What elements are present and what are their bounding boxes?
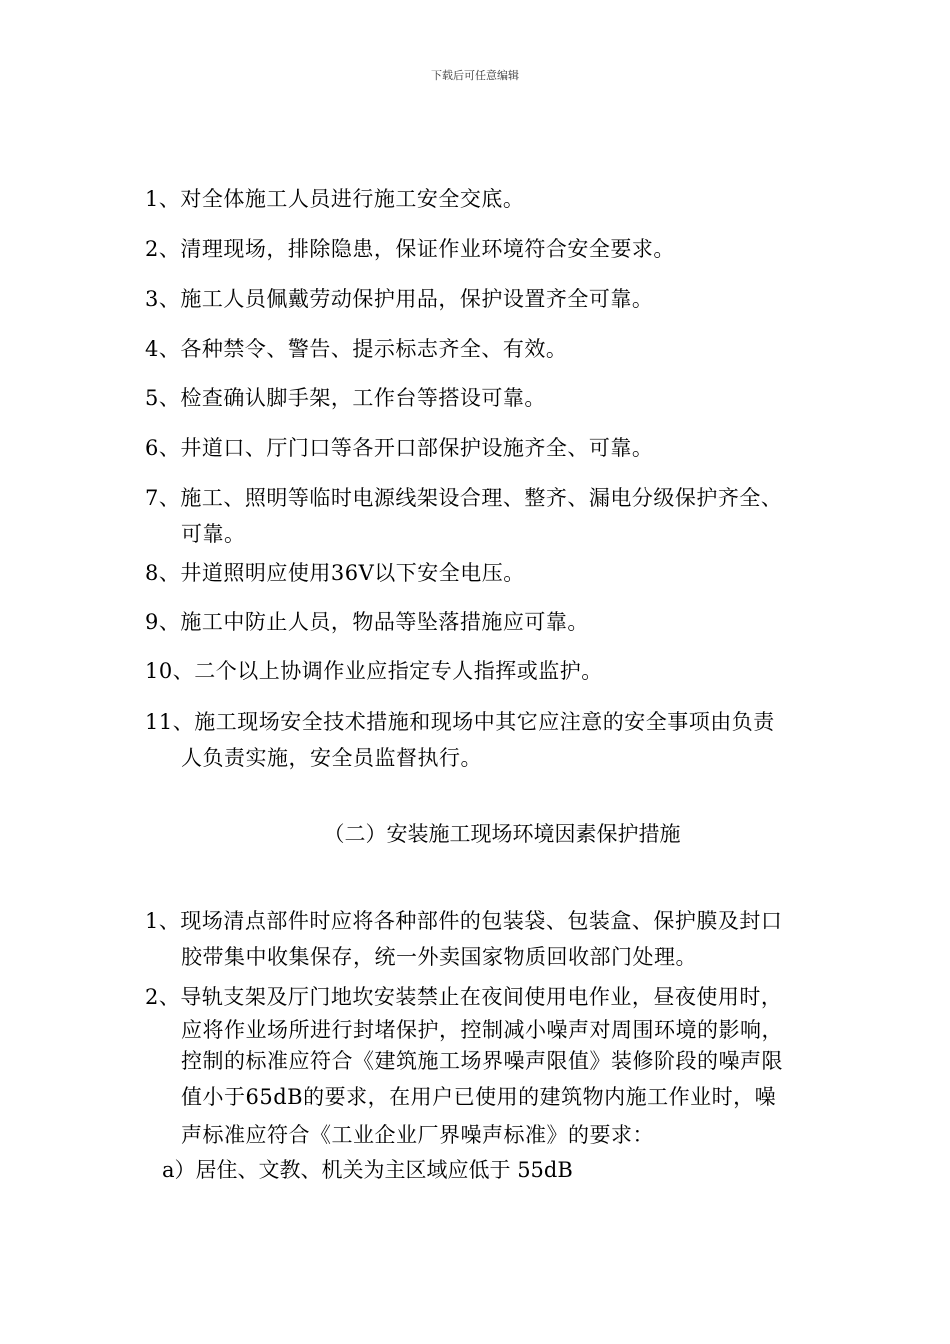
item-number: 9、 [145, 610, 181, 634]
item-text: 井道照明应使用36V以下安全电压。 [180, 561, 525, 585]
item-text: 现场清点部件时应将各种部件的包装袋、包装盒、保护膜及封口 [180, 909, 783, 933]
item-continuation: 值小于65dB的要求，在用户已使用的建筑物内施工作业时，噪 [181, 1085, 777, 1109]
item-number: 1、 [145, 909, 181, 933]
list-item [145, 380, 855, 416]
item-number: 8、 [145, 561, 181, 585]
item-number: 4、 [145, 337, 181, 361]
list-item [145, 653, 855, 689]
list-item [145, 555, 855, 591]
list-item [145, 430, 855, 466]
section-title: （二）安装施工现场环境因素保护措施 [323, 822, 681, 846]
item-number: 3、 [145, 287, 181, 311]
page-header: 下载后可任意编辑 [431, 69, 519, 82]
item-continuation: 人负责实施，安全员监督执行。 [181, 746, 482, 770]
list-item [145, 704, 855, 776]
list-item [145, 331, 855, 367]
item-text: 施工、照明等临时电源线架设合理、整齐、漏电分级保护齐全、 [180, 486, 783, 510]
item-text: 导轨支架及厅门地坎安装禁止在夜间使用电作业，昼夜使用时， [180, 985, 783, 1009]
item-number: 2、 [145, 237, 181, 261]
sub-item-a: a）居住、文教、机关为主区域应低于 55dB [162, 1158, 573, 1182]
item-number: 6、 [145, 436, 181, 460]
item-continuation: 可靠。 [181, 522, 246, 546]
list-item [145, 181, 855, 217]
item-text: 各种禁令、警告、提示标志齐全、有效。 [180, 337, 568, 361]
item-text: 对全体施工人员进行施工安全交底。 [180, 187, 525, 211]
item-number: 7、 [145, 486, 181, 510]
item-number: 5、 [145, 386, 181, 410]
item-text: 检查确认脚手架，工作台等搭设可靠。 [180, 386, 546, 410]
item-number: 11、 [145, 710, 195, 734]
item-continuation: 应将作业场所进行封堵保护，控制减小噪声对周围环境的影响， [181, 1018, 783, 1042]
item-text: 二个以上协调作业应指定专人指挥或监护。 [194, 659, 603, 683]
item-text: 清理现场，排除隐患，保证作业环境符合安全要求。 [180, 237, 675, 261]
item-number: 2、 [145, 985, 181, 1009]
item-continuation: 控制的标准应符合《建筑施工场界噪声限值》装修阶段的噪声限 [181, 1049, 783, 1073]
item-text: 施工现场安全技术措施和现场中其它应注意的安全事项由负责 [194, 710, 775, 734]
item-text: 井道口、厅门口等各开口部保护设施齐全、可靠。 [180, 436, 654, 460]
list-item [145, 231, 855, 267]
item-number: 1、 [145, 187, 181, 211]
item-number: 10、 [145, 659, 195, 683]
item-continuation: 声标准应符合《工业企业厂界噪声标准》的要求： [181, 1123, 654, 1147]
item-continuation: 胶带集中收集保存，统一外卖国家物质回收部门处理。 [181, 945, 697, 969]
list-item [145, 281, 855, 317]
list-item [145, 903, 855, 975]
list-item [145, 604, 855, 640]
item-text: 施工人员佩戴劳动保护用品，保护设置齐全可靠。 [180, 287, 654, 311]
item-text: 施工中防止人员，物品等坠落措施应可靠。 [180, 610, 589, 634]
list-item [145, 480, 855, 552]
list-item [145, 979, 855, 1153]
